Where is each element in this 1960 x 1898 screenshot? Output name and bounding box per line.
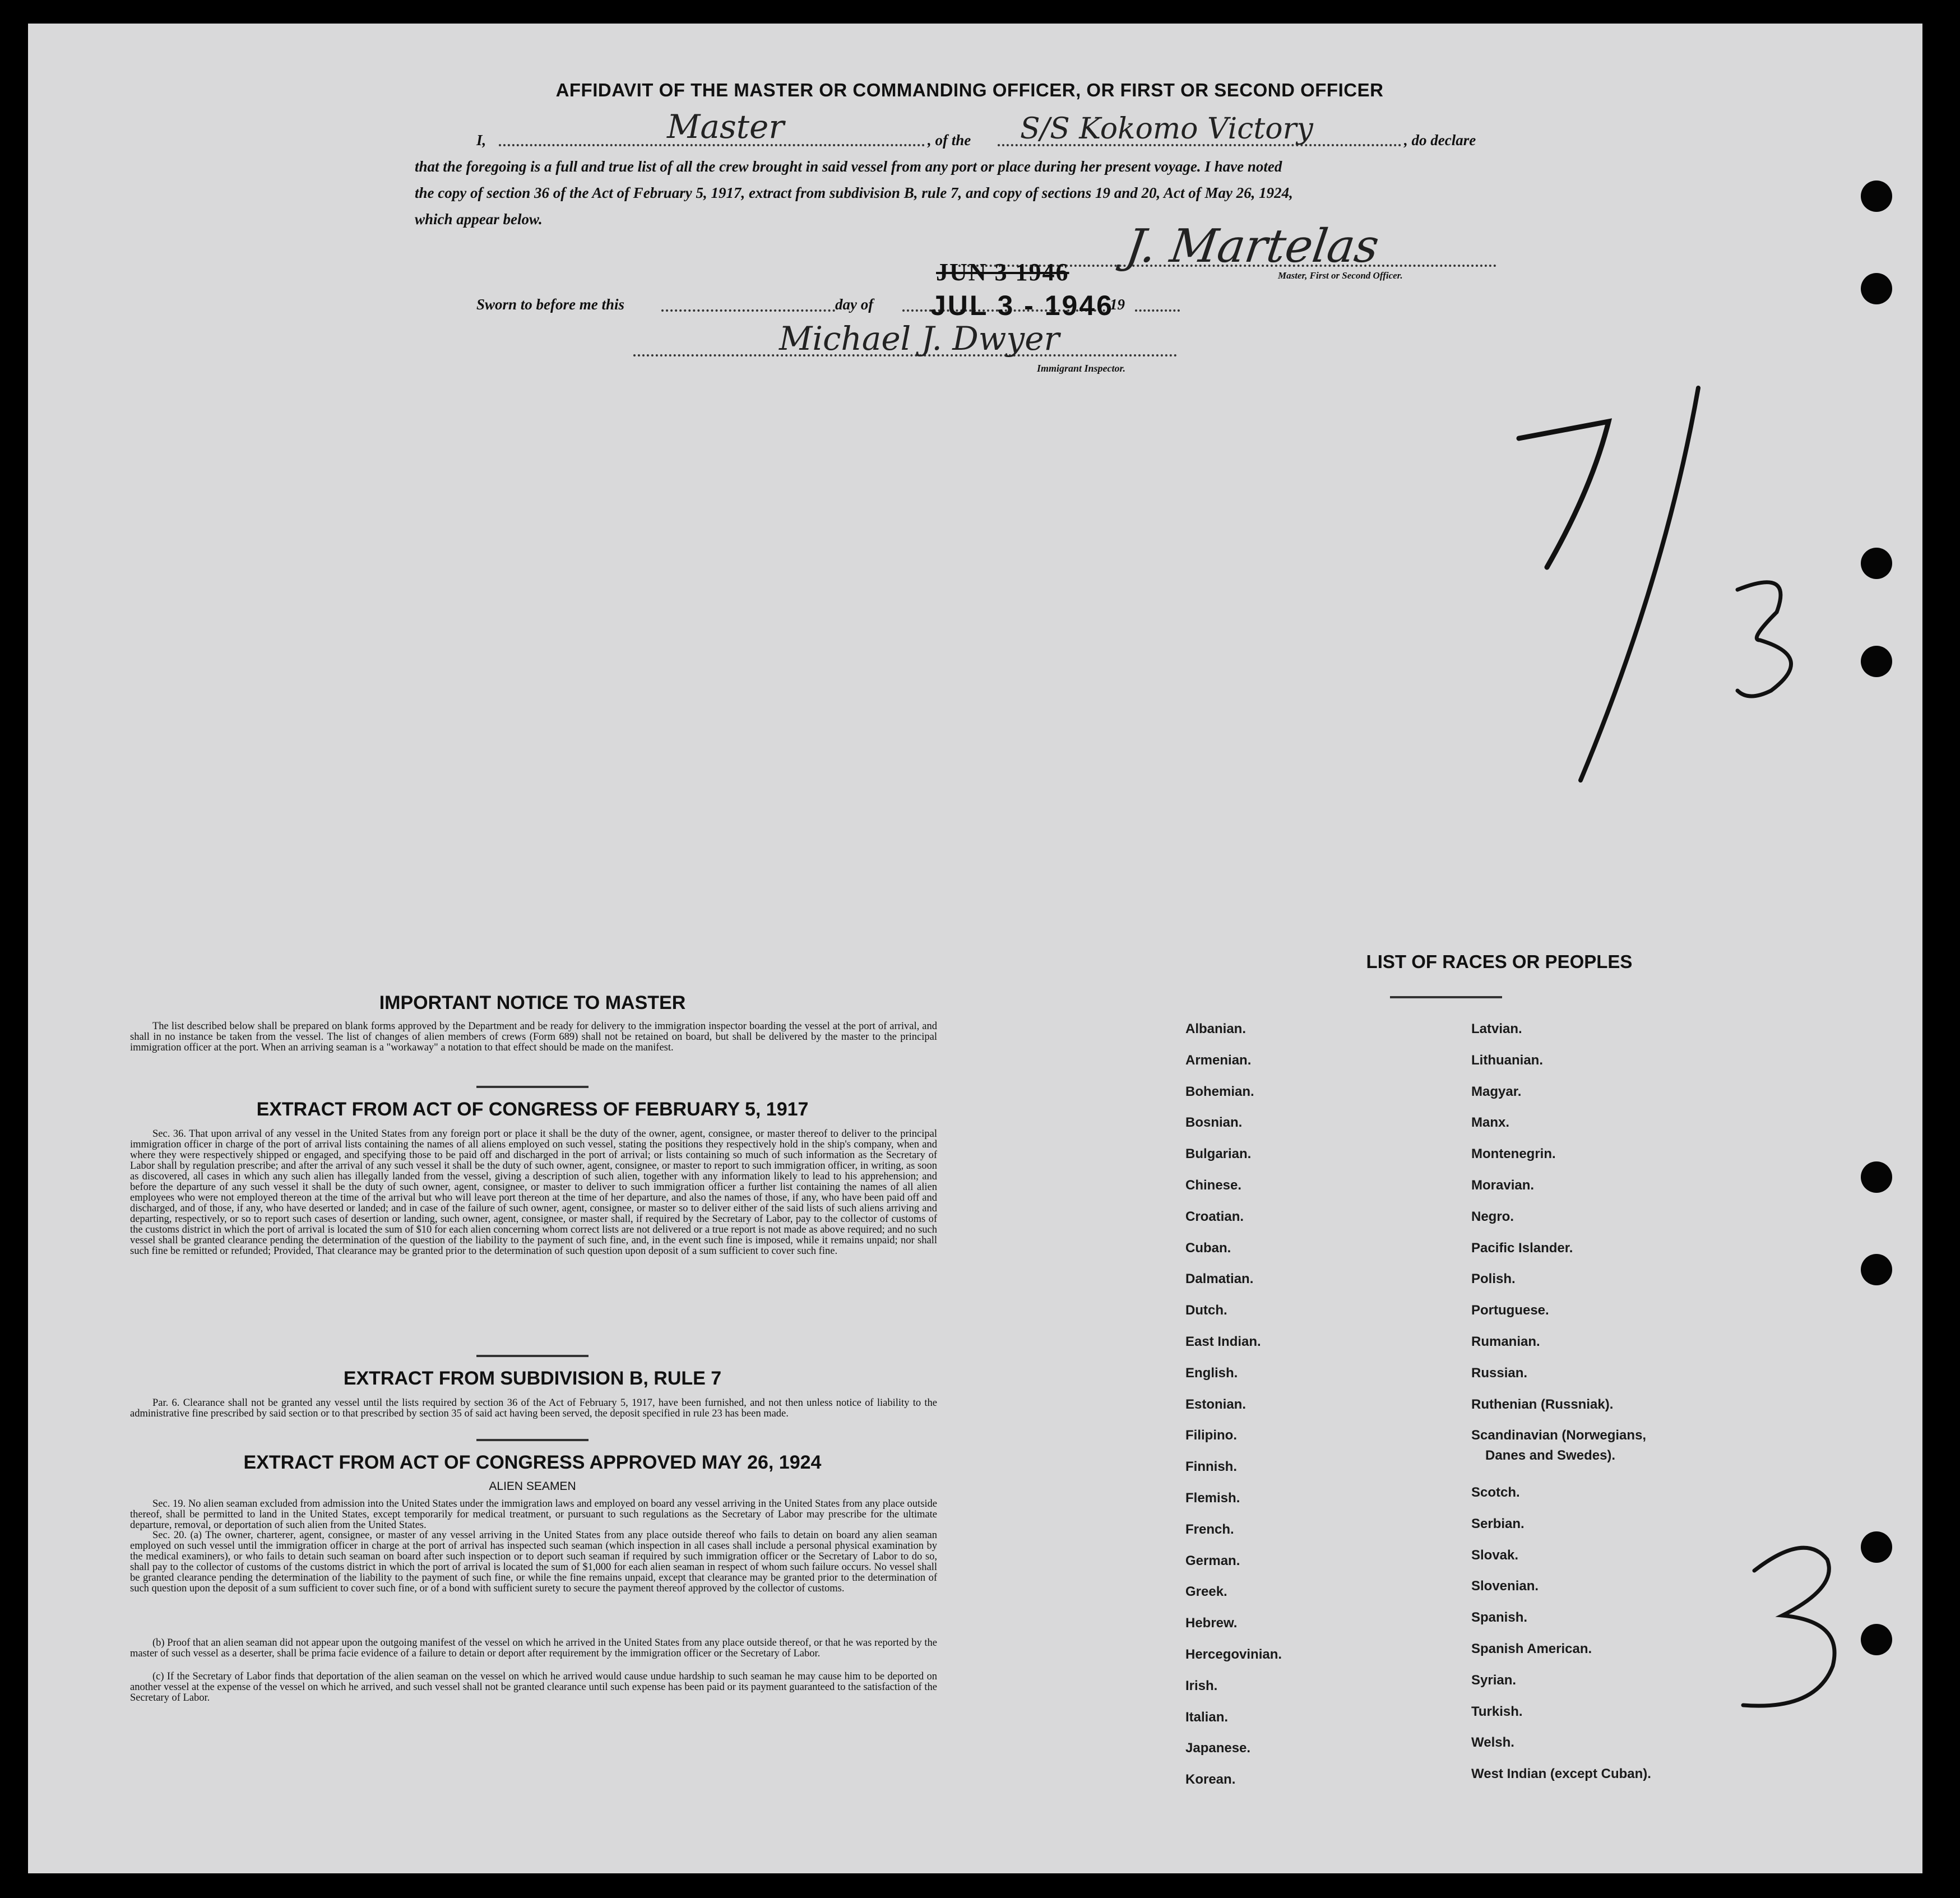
race-item: Welsh.: [1471, 1735, 1514, 1751]
extract-1924-sec19: Sec. 19. No alien seaman excluded from admission into the United States under the immigration laws and employed on board any vessel arriving in the United States from any place outside thereof, shall be permitted to land in the United States, except temporarily for medical treatment, or pursuant to such regulations as the Secretary of Labor may prescribe for the ultimate departure, removal, or deportation of such alien from the United States.: [130, 1498, 937, 1531]
race-item: Japanese.: [1185, 1740, 1251, 1756]
extract-1917-title: EXTRACT FROM ACT OF CONGRESS OF FEBRUARY 5, 1917: [256, 1099, 809, 1120]
handwritten-fraction-annotation: [1513, 377, 1827, 797]
punch-hole: [1861, 646, 1892, 677]
race-item: Slovenian.: [1471, 1578, 1539, 1594]
race-item: French.: [1185, 1521, 1234, 1537]
race-item: Montenegrin.: [1471, 1146, 1556, 1162]
sworn-day-line: [661, 309, 835, 312]
divider: [1390, 996, 1502, 998]
race-item: Albanian.: [1185, 1021, 1247, 1036]
extract-1924-sec20a: Sec. 20. (a) The owner, charterer, agent, consignee, or master of any vessel arriving in the United States from any place outside thereof who fails to detain on board any alien seaman employed on such vessel until the immigration officer in charge at the port of arrival has inspected such seaman (which inspection in all cases shall include a personal physical examination by the medical examiners), or who fails to detain such seaman on board after such inspection or to deport such seaman if required by such immigration officer or the Secretary of Labor to do so, shall pay to the collector of customs of the customs district in which the port of arrival is located the sum of $1,000 for each alien seaman in respect of whom such failure occurs. No vessel shall be granted clearance pending the determination of the liability to the payment of such fine, or while the fine remains unpaid, except that clearance may be granted prior to the determination of such question upon the deposit of a sum sufficient to cover such fine, or of a bond with sufficient surety to secure the payment thereof approved by the collector of customs.: [130, 1530, 937, 1594]
race-item: Greek.: [1185, 1584, 1227, 1600]
inspector-caption: Immigrant Inspector.: [1037, 363, 1126, 374]
affidavit-i-label: I,: [476, 132, 486, 149]
punch-hole: [1861, 1161, 1892, 1193]
extract-rule7-title: EXTRACT FROM SUBDIVISION B, RULE 7: [343, 1368, 722, 1389]
race-item: Moravian.: [1471, 1178, 1535, 1193]
race-item: English.: [1185, 1365, 1238, 1381]
race-item: Lithuanian.: [1471, 1052, 1543, 1068]
race-item: Bulgarian.: [1185, 1146, 1252, 1162]
punch-hole: [1861, 548, 1892, 579]
affidavit-line-3: the copy of section 36 of the Act of February 5, 1917, extract from subdivision B, rule 7, and copy of sections 19 and 20, Act of May 26, 1924,: [415, 184, 1293, 201]
extract-1924-sec20c: (c) If the Secretary of Labor finds that deportation of the alien seaman on the vessel on which he arrived would cause undue hardship to such seaman he may cause him to be deported on another vessel at the expense of the vessel on which he arrived, and such vessel shall not be granted clearance until such expense has been paid or its payment guaranteed to the satisfaction of the Secretary of Labor.: [130, 1671, 937, 1703]
race-item: Rumanian.: [1471, 1334, 1540, 1349]
of-the-label: , of the: [928, 132, 971, 149]
extract-1924-subtitle: ALIEN SEAMEN: [489, 1480, 576, 1493]
day-of-label: day of: [835, 296, 874, 313]
race-item: Serbian.: [1471, 1516, 1525, 1531]
races-title: LIST OF RACES OR PEOPLES: [1366, 951, 1633, 972]
fraction-bottom-text: [1737, 595, 1738, 596]
race-item: Bosnian.: [1185, 1115, 1243, 1131]
affidavit-title: AFFIDAVIT OF THE MASTER OR COMMANDING OFFICER, OR FIRST OR SECOND OFFICER: [555, 80, 1384, 100]
divider: [476, 1355, 589, 1357]
date-stamp: JUL 3 - 1946: [930, 290, 1114, 321]
extract-1924-sec20b: (b) Proof that an alien seaman did not appear upon the outgoing manifest of the vessel on which he arrived in the United States from any place outside thereof, or that he was reported by the master of such vessel as a deserter, shall be prima facie evidence of a failure to detain or deport after requirement by the immigration officer or the Secretary of Labor.: [130, 1637, 937, 1659]
race-item: Pacific Islander.: [1471, 1240, 1573, 1256]
race-item: Flemish.: [1185, 1490, 1240, 1506]
race-item: Russian.: [1471, 1365, 1528, 1381]
race-item: East Indian.: [1185, 1334, 1261, 1349]
race-item: Portuguese.: [1471, 1303, 1549, 1318]
race-item: Scotch.: [1471, 1484, 1520, 1500]
punch-hole: [1861, 1624, 1892, 1655]
race-item: Latvian.: [1471, 1021, 1522, 1036]
race-item: West Indian (except Cuban).: [1471, 1766, 1651, 1782]
race-item: Spanish American.: [1471, 1641, 1592, 1656]
race-item: Hercegovinian.: [1185, 1647, 1282, 1662]
race-item: German.: [1185, 1553, 1240, 1568]
race-item: Filipino.: [1185, 1428, 1237, 1443]
race-item: Dutch.: [1185, 1303, 1227, 1318]
race-item: Croatian.: [1185, 1209, 1244, 1224]
handwritten-vessel: S/S Kokomo Victory: [1020, 112, 1313, 146]
notice-title: IMPORTANT NOTICE TO MASTER: [379, 992, 686, 1013]
handwritten-name: Master: [667, 108, 785, 146]
affidavit-line-4: which appear below.: [415, 211, 543, 228]
affidavit-line-2: that the foregoing is a full and true list of all the crew brought in said vessel from any port or place during her present voyage. I have noted: [415, 158, 1282, 175]
master-caption: Master, First or Second Officer.: [1278, 270, 1403, 281]
do-declare-label: , do declare: [1404, 132, 1476, 149]
extract-1917-body: Sec. 36. That upon arrival of any vessel in the United States from any foreign port or place it shall be the duty of the owner, agent, consignee, or master thereof to deliver to the principal immigration officer in charge of the port of arrival lists containing the names of all aliens employed on such vessel, stating the positions they respectively hold in the ship's company, when and where they were respectively shipped or engaged, and specifying those to be paid off and discharged in the port of arrival; or lists containing so much of such information as the Secretary of Labor shall by regulation prescribe; and after the arrival of any such vessel it shall be the duty of such owner, agent, consignee, or master to report to such immigration officer, in writing, as soon as discovered, all cases in which any such alien has illegally landed from the vessel, giving a description of such alien, together with any information likely to lead to his apprehension; and before the departure of any such vessel it shall be the duty of such owner, agent, consignee, or master to deliver to such immigration officer a further list containing the names of all alien employees who were not employed thereon at the time of the arrival but who will leave port thereon at the time of her departure, and also the names of those, if any, who have been paid off and discharged, and of those, if any, who have deserted or landed; and in case of the failure of such owner, agent, consignee, or master so to deliver either of the said lists of such aliens arriving and departing, respectively, or so to report such cases of desertion or landing, such owner, agent, consignee, or master shall, if required by the Secretary of Labor, pay to the collector of customs of the customs district in which the port of arrival is located the sum of $10 for each alien concerning whom correct lists are not delivered or a true report is not made as above required; and no such vessel shall be granted clearance pending the determination of the question of the liability to the payment of such fine, and, in the event such fine is imposed, while it remains unpaid; nor shall such fine be remitted or refunded; Provided, That clearance may be granted prior to the determination of such question upon deposit of a sum sufficient to cover such fine.: [130, 1128, 937, 1257]
extract-rule7-body: Par. 6. Clearance shall not be granted any vessel until the lists required by section 36 of the Act of February 5, 1917, have been furnished, and not then unless notice of liability to the administrative fine prescribed by said section or to that prescribed by section 35 of said act having been served, the deposit specified in rule 23 has been made.: [130, 1397, 937, 1419]
race-item: Finnish.: [1185, 1459, 1237, 1475]
race-item: Manx.: [1471, 1115, 1510, 1131]
race-item: Slovak.: [1471, 1547, 1519, 1563]
race-item: Bohemian.: [1185, 1084, 1254, 1099]
race-item: Armenian.: [1185, 1052, 1252, 1068]
race-item: Italian.: [1185, 1709, 1229, 1725]
race-item: Syrian.: [1471, 1672, 1517, 1688]
race-item: Spanish.: [1471, 1610, 1528, 1626]
race-item: Turkish.: [1471, 1703, 1523, 1719]
race-item: Estonian.: [1185, 1396, 1247, 1412]
race-item: Irish.: [1185, 1678, 1218, 1693]
punch-hole: [1861, 180, 1892, 212]
race-item: Dalmatian.: [1185, 1271, 1254, 1287]
divider: [476, 1439, 589, 1441]
sworn-year-line: [1135, 309, 1180, 312]
sworn-label: Sworn to before me this: [476, 296, 625, 313]
race-item: Hebrew.: [1185, 1615, 1238, 1631]
race-item: Korean.: [1185, 1772, 1236, 1788]
race-item: Scandinavian (Norwegians,: [1471, 1428, 1647, 1443]
race-item: Magyar.: [1471, 1084, 1522, 1099]
race-item: Danes and Swedes).: [1485, 1448, 1616, 1464]
punch-hole: [1861, 1531, 1892, 1563]
race-item: Polish.: [1471, 1271, 1516, 1287]
handwritten-side-number: [1732, 1537, 1861, 1722]
year-prefix: 19: [1110, 296, 1125, 313]
punch-hole: [1861, 273, 1892, 304]
punch-hole: [1861, 1254, 1892, 1285]
race-item: Cuban.: [1185, 1240, 1231, 1256]
inspector-signature: Michael J. Dwyer: [779, 320, 1060, 358]
document-page: [28, 24, 1922, 1873]
divider: [476, 1086, 589, 1088]
master-signature: J. Martelas: [1123, 220, 1383, 273]
race-item: Chinese.: [1185, 1178, 1242, 1193]
race-item: Ruthenian (Russniak).: [1471, 1396, 1614, 1412]
notice-body: The list described below shall be prepared on blank forms approved by the Department and be ready for delivery to the immigration inspector boarding the vessel at the port of arrival, and shall in no instance be taken from the vessel. The list of changes of alien members of crews (Form 689) shall not be retained on board, but shall be delivered by the master to the principal immigration officer at the port. When an arriving seaman is a "workaway" a notation to that effect should be made on the manifest.: [130, 1021, 937, 1053]
struck-date-stamp: JUN 3 1946: [936, 258, 1069, 286]
race-item: Negro.: [1471, 1209, 1514, 1224]
extract-1924-title: EXTRACT FROM ACT OF CONGRESS APPROVED MAY 26, 1924: [243, 1452, 822, 1473]
